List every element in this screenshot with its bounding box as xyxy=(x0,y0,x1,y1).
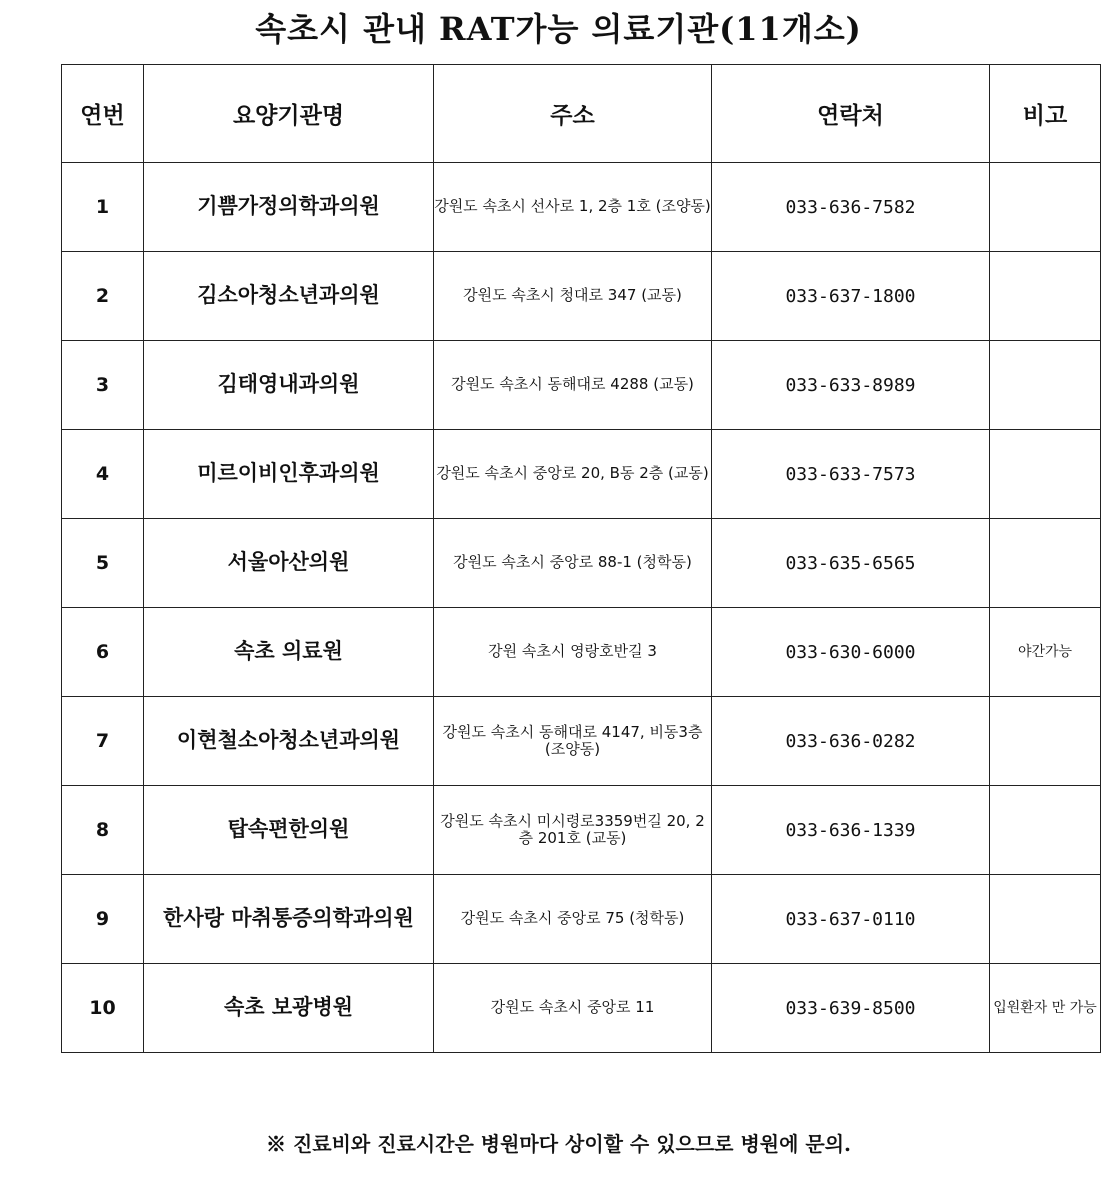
phone-number: 033-635-6565 xyxy=(712,519,990,608)
institution-name: 탑속편한의원 xyxy=(144,786,434,875)
remarks xyxy=(990,875,1101,964)
header-number: 연번 xyxy=(62,65,144,163)
row-number: 10 xyxy=(62,964,144,1053)
institution-name: 미르이비인후과의원 xyxy=(144,430,434,519)
table-row xyxy=(62,786,1101,875)
row-number: 9 xyxy=(62,875,144,964)
phone-number: 033-636-1339 xyxy=(712,786,990,875)
row-number: 5 xyxy=(62,519,144,608)
institution-address: 강원도 속초시 동해대로 4147, 비동3층 (조양동) xyxy=(434,697,712,786)
footer-notice: ※ 진료비와 진료시간은 병원마다 상이할 수 있으므로 병원에 문의. xyxy=(266,1132,851,1156)
phone-number: 033-633-8989 xyxy=(712,341,990,430)
remarks xyxy=(990,786,1101,875)
table-row xyxy=(62,519,1101,608)
institution-address: 강원도 속초시 선사로 1, 2층 1호 (조양동) xyxy=(434,163,712,252)
phone-number: 033-637-1800 xyxy=(712,252,990,341)
phone-number: 033-639-8500 xyxy=(712,964,990,1053)
remarks xyxy=(990,430,1101,519)
table-header-row xyxy=(62,65,1101,163)
header-address: 주소 xyxy=(434,65,712,163)
hospital-table xyxy=(61,64,1101,1053)
remarks xyxy=(990,252,1101,341)
institution-address: 강원도 속초시 중앙로 11 xyxy=(434,964,712,1053)
institution-address: 강원도 속초시 중앙로 75 (청학동) xyxy=(434,875,712,964)
institution-name: 서울아산의원 xyxy=(144,519,434,608)
row-number: 8 xyxy=(62,786,144,875)
remarks: 입원환자 만 가능 xyxy=(990,964,1101,1053)
institution-name: 김소아청소년과의원 xyxy=(144,252,434,341)
row-number: 4 xyxy=(62,430,144,519)
institution-name: 한사랑 마취통증의학과의원 xyxy=(144,875,434,964)
table-row xyxy=(62,252,1101,341)
row-number: 6 xyxy=(62,608,144,697)
institution-address: 강원도 속초시 중앙로 88-1 (청학동) xyxy=(434,519,712,608)
institution-address: 강원도 속초시 청대로 347 (교동) xyxy=(434,252,712,341)
header-contact: 연락처 xyxy=(712,65,990,163)
row-number: 7 xyxy=(62,697,144,786)
row-number: 3 xyxy=(62,341,144,430)
institution-name: 속초 보광병원 xyxy=(144,964,434,1053)
remarks: 야간가능 xyxy=(990,608,1101,697)
table-row xyxy=(62,697,1101,786)
institution-address: 강원도 속초시 중앙로 20, B동 2층 (교동) xyxy=(434,430,712,519)
remarks xyxy=(990,519,1101,608)
phone-number: 033-633-7573 xyxy=(712,430,990,519)
table-row xyxy=(62,163,1101,252)
remarks xyxy=(990,697,1101,786)
institution-name: 김태영내과의원 xyxy=(144,341,434,430)
row-number: 2 xyxy=(62,252,144,341)
remarks xyxy=(990,341,1101,430)
phone-number: 033-637-0110 xyxy=(712,875,990,964)
table-row xyxy=(62,875,1101,964)
phone-number: 033-636-0282 xyxy=(712,697,990,786)
institution-address: 강원도 속초시 미시령로3359번길 20, 2층 201호 (교동) xyxy=(434,786,712,875)
institution-name: 속초 의료원 xyxy=(144,608,434,697)
header-remarks: 비고 xyxy=(990,65,1101,163)
institution-name: 이현철소아청소년과의원 xyxy=(144,697,434,786)
institution-name: 기쁨가정의학과의원 xyxy=(144,163,434,252)
remarks xyxy=(990,163,1101,252)
table-row xyxy=(62,964,1101,1053)
page-title: 속초시 관내 RAT가능 의료기관(11개소) xyxy=(255,10,862,48)
header-institution-name: 요양기관명 xyxy=(144,65,434,163)
table-row xyxy=(62,341,1101,430)
institution-address: 강원 속초시 영랑호반길 3 xyxy=(434,608,712,697)
row-number: 1 xyxy=(62,163,144,252)
institution-address: 강원도 속초시 동해대로 4288 (교동) xyxy=(434,341,712,430)
table-row xyxy=(62,608,1101,697)
phone-number: 033-636-7582 xyxy=(712,163,990,252)
phone-number: 033-630-6000 xyxy=(712,608,990,697)
table-row xyxy=(62,430,1101,519)
